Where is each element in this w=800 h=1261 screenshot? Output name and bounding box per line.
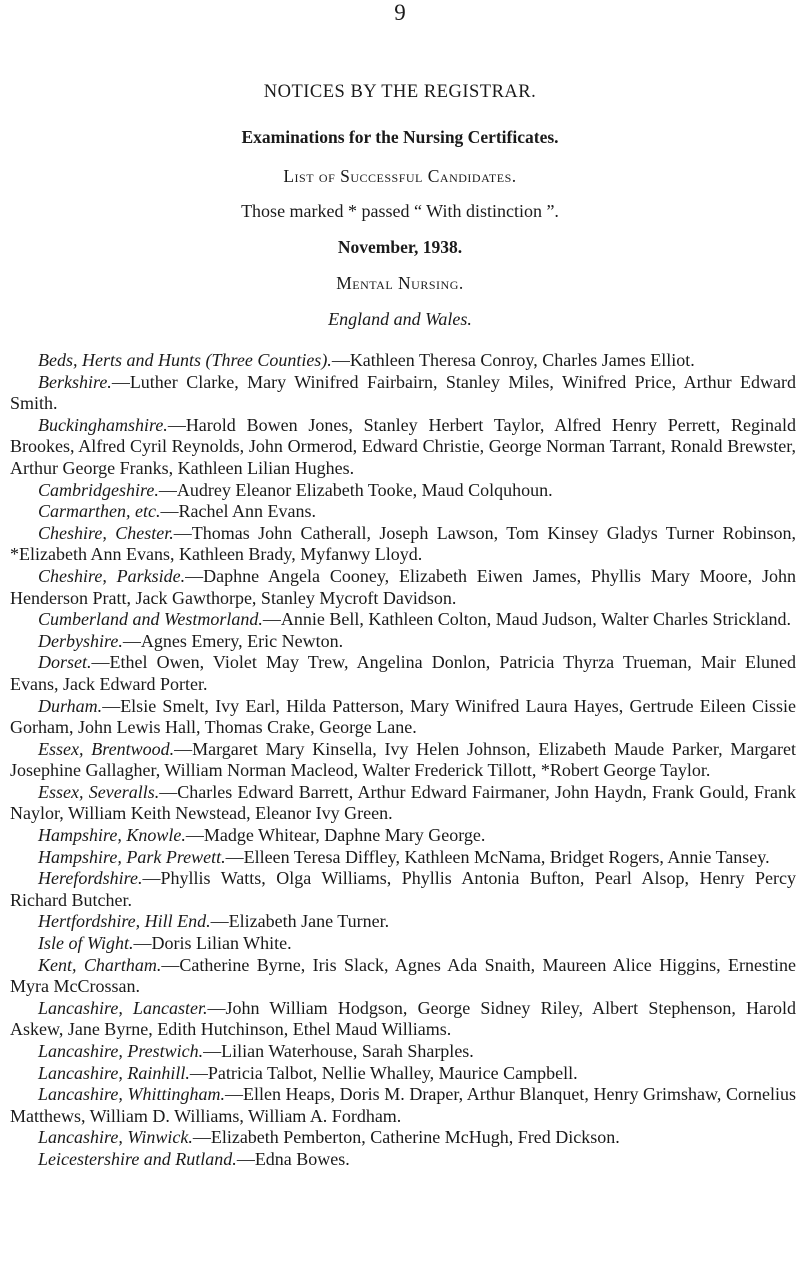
list-item bbox=[10, 1149, 796, 1171]
list-item bbox=[10, 782, 796, 825]
candidate-names: —John William Hodgson, George Sidney Riley, Albert Stephenson, Harold Askew, Jane Byrne, Edith Hutchinson, Ethel Maud Williams. bbox=[10, 997, 796, 1040]
candidate-names: —Patricia Talbot, Nellie Whalley, Maurice Campbell. bbox=[189, 1062, 578, 1083]
county-name: Essex, Severalls. bbox=[38, 781, 160, 802]
list-item bbox=[10, 523, 796, 566]
county-name: Essex, Brentwood. bbox=[38, 738, 175, 759]
candidate-names: —Ethel Owen, Violet May Trew, Angelina Donlon, Patricia Thyrza Trueman, Mair Eluned Evans, Jack Edward Porter. bbox=[10, 652, 796, 694]
candidate-names: —Catherine Byrne, Iris Slack, Agnes Ada Snaith, Maureen Alice Higgins, Ernestine Myra McCrossan. bbox=[10, 954, 797, 997]
candidate-names: —Agnes Emery, Eric Newton. bbox=[122, 630, 344, 651]
candidate-names: —Edna Bowes. bbox=[236, 1148, 350, 1169]
list-item bbox=[10, 1041, 796, 1063]
list-item bbox=[10, 955, 796, 998]
county-name: Dorset. bbox=[38, 652, 92, 673]
county-name: Buckinghamshire. bbox=[38, 414, 168, 435]
list-item bbox=[10, 696, 796, 739]
candidate-names: —Elizabeth Jane Turner. bbox=[210, 911, 390, 932]
county-name: Cambridgeshire. bbox=[38, 479, 159, 500]
category-heading: Mental Nursing. bbox=[336, 273, 464, 293]
candidate-names: —Daphne Angela Cooney, Elizabeth Eiwen James, Phyllis Mary Moore, John Henderson Pratt, Jack Gawthorpe, Stanley Mycroft Davidson. bbox=[10, 565, 797, 608]
list-item bbox=[10, 868, 796, 911]
candidate-names: —Audrey Eleanor Elizabeth Tooke, Maud Colquhoun. bbox=[158, 479, 553, 500]
candidate-names: —Phyllis Watts, Olga Williams, Phyllis Antonia Bufton, Pearl Alsop, Henry Percy Richard Butcher. bbox=[10, 868, 796, 910]
candidate-names: —Thomas John Catherall, Joseph Lawson, Tom Kinsey Gladys Turner Robinson, *Elizabeth Ann Evans, Kathleen Brady, Myfanwy Lloyd. bbox=[10, 522, 797, 565]
county-name: Hertfordshire, Hill End. bbox=[38, 911, 211, 932]
exam-subtitle: Examinations for the Nursing Certificates. bbox=[241, 127, 559, 147]
candidate-names: —Elleen Teresa Diffley, Kathleen McNama, Bridget Rogers, Annie Tansey. bbox=[225, 846, 770, 867]
list-item bbox=[10, 372, 796, 415]
list-item bbox=[10, 911, 796, 933]
county-name: Cheshire, Parkside. bbox=[38, 565, 186, 586]
candidate-names: —Ellen Heaps, Doris M. Draper, Arthur Blanquet, Henry Grimshaw, Cornelius Matthews, William D. Williams, William A. Fordham. bbox=[10, 1084, 796, 1126]
county-name: Leicestershire and Rutland. bbox=[38, 1148, 237, 1169]
county-name: Isle of Wight. bbox=[38, 933, 134, 954]
county-name: Herefordshire. bbox=[38, 868, 143, 889]
county-name: Berkshire. bbox=[38, 371, 112, 392]
county-name: Lancashire, Lancaster. bbox=[38, 997, 208, 1018]
exam-date: November, 1938. bbox=[337, 237, 463, 257]
list-item bbox=[10, 652, 796, 695]
county-name: Lancashire, Prestwich. bbox=[38, 1041, 204, 1061]
list-item bbox=[10, 415, 796, 480]
candidate-names: —Luther Clarke, Mary Winifred Fairbairn, Stanley Miles, Winifred Price, Arthur Edward Smith. bbox=[10, 371, 796, 414]
list-item bbox=[10, 739, 796, 782]
candidate-names: —Lilian Waterhouse, Sarah Sharples. bbox=[203, 1041, 474, 1061]
list-title: List of Successful Candidates. bbox=[283, 166, 517, 186]
county-name: Lancashire, Whittingham. bbox=[38, 1084, 225, 1105]
candidate-names: —Harold Bowen Jones, Stanley Herbert Taylor, Alfred Henry Perrett, Reginald Brookes, Alfred Cyril Reynolds, John Ormerod, Edward Christie, George Norman Tarrant, Ronald Brewster, Arthur George Franks, Kathleen Lilian Hughes. bbox=[10, 414, 796, 478]
list-item bbox=[10, 847, 796, 869]
candidate-names: —Elsie Smelt, Ivy Earl, Hilda Patterson, Mary Winifred Laura Hayes, Gertrude Eileen Cissie Gorham, John Lewis Hall, Thomas Crake, George Lane. bbox=[10, 695, 796, 738]
candidate-names: —Charles Edward Barrett, Arthur Edward Fairmaner, John Haydn, Frank Gould, Frank Naylor, William Keith Newstead, Eleanor Ivy Green. bbox=[10, 781, 797, 824]
county-name: Beds, Herts and Hunts (Three Counties). bbox=[38, 350, 332, 370]
county-name: Derbyshire. bbox=[38, 630, 123, 651]
candidate-list bbox=[10, 350, 796, 1171]
list-item bbox=[10, 825, 796, 847]
list-item bbox=[10, 566, 796, 609]
region-heading: England and Wales. bbox=[328, 309, 472, 329]
list-item bbox=[10, 480, 796, 502]
candidate-names: —Madge Whitear, Daphne Mary George. bbox=[185, 825, 486, 846]
candidate-names: —Annie Bell, Kathleen Colton, Maud Judson, Walter Charles Strickland. bbox=[262, 609, 791, 630]
list-item bbox=[10, 1063, 796, 1085]
county-name: Hampshire, Park Prewett. bbox=[38, 846, 226, 867]
distinction-note: Those marked * passed “ With distinction ”. bbox=[241, 201, 559, 221]
list-item bbox=[10, 1084, 796, 1127]
page-number: 9 bbox=[394, 0, 406, 25]
candidate-names: —Kathleen Theresa Conroy, Charles James Elliot. bbox=[331, 350, 695, 370]
county-name: Cumberland and Westmorland. bbox=[38, 609, 263, 630]
county-name: Carmarthen, etc. bbox=[38, 501, 161, 522]
list-item bbox=[10, 998, 796, 1041]
candidate-names: —Margaret Mary Kinsella, Ivy Helen Johnson, Elizabeth Maude Parker, Margaret Josephine Gallagher, William Norman Macleod, Walter Frederick Tillott, *Robert George Taylor. bbox=[10, 738, 797, 781]
list-item bbox=[10, 609, 796, 631]
list-item bbox=[10, 501, 796, 523]
county-name: Lancashire, Rainhill. bbox=[38, 1062, 190, 1083]
county-name: Cheshire, Chester. bbox=[38, 522, 174, 543]
county-name: Lancashire, Winwick. bbox=[38, 1127, 193, 1148]
candidate-names: —Elizabeth Pemberton, Catherine McHugh, Fred Dickson. bbox=[192, 1127, 620, 1148]
list-item bbox=[10, 350, 796, 372]
list-item bbox=[10, 631, 796, 653]
list-item bbox=[10, 933, 796, 955]
candidate-names: —Doris Lilian White. bbox=[133, 933, 292, 954]
candidate-names: —Rachel Ann Evans. bbox=[160, 501, 316, 522]
list-item bbox=[10, 1127, 796, 1149]
county-name: Hampshire, Knowle. bbox=[38, 825, 186, 846]
county-name: Kent, Chartham. bbox=[38, 954, 162, 975]
notices-title: NOTICES BY THE REGISTRAR. bbox=[263, 82, 537, 102]
county-name: Durham. bbox=[38, 695, 103, 716]
